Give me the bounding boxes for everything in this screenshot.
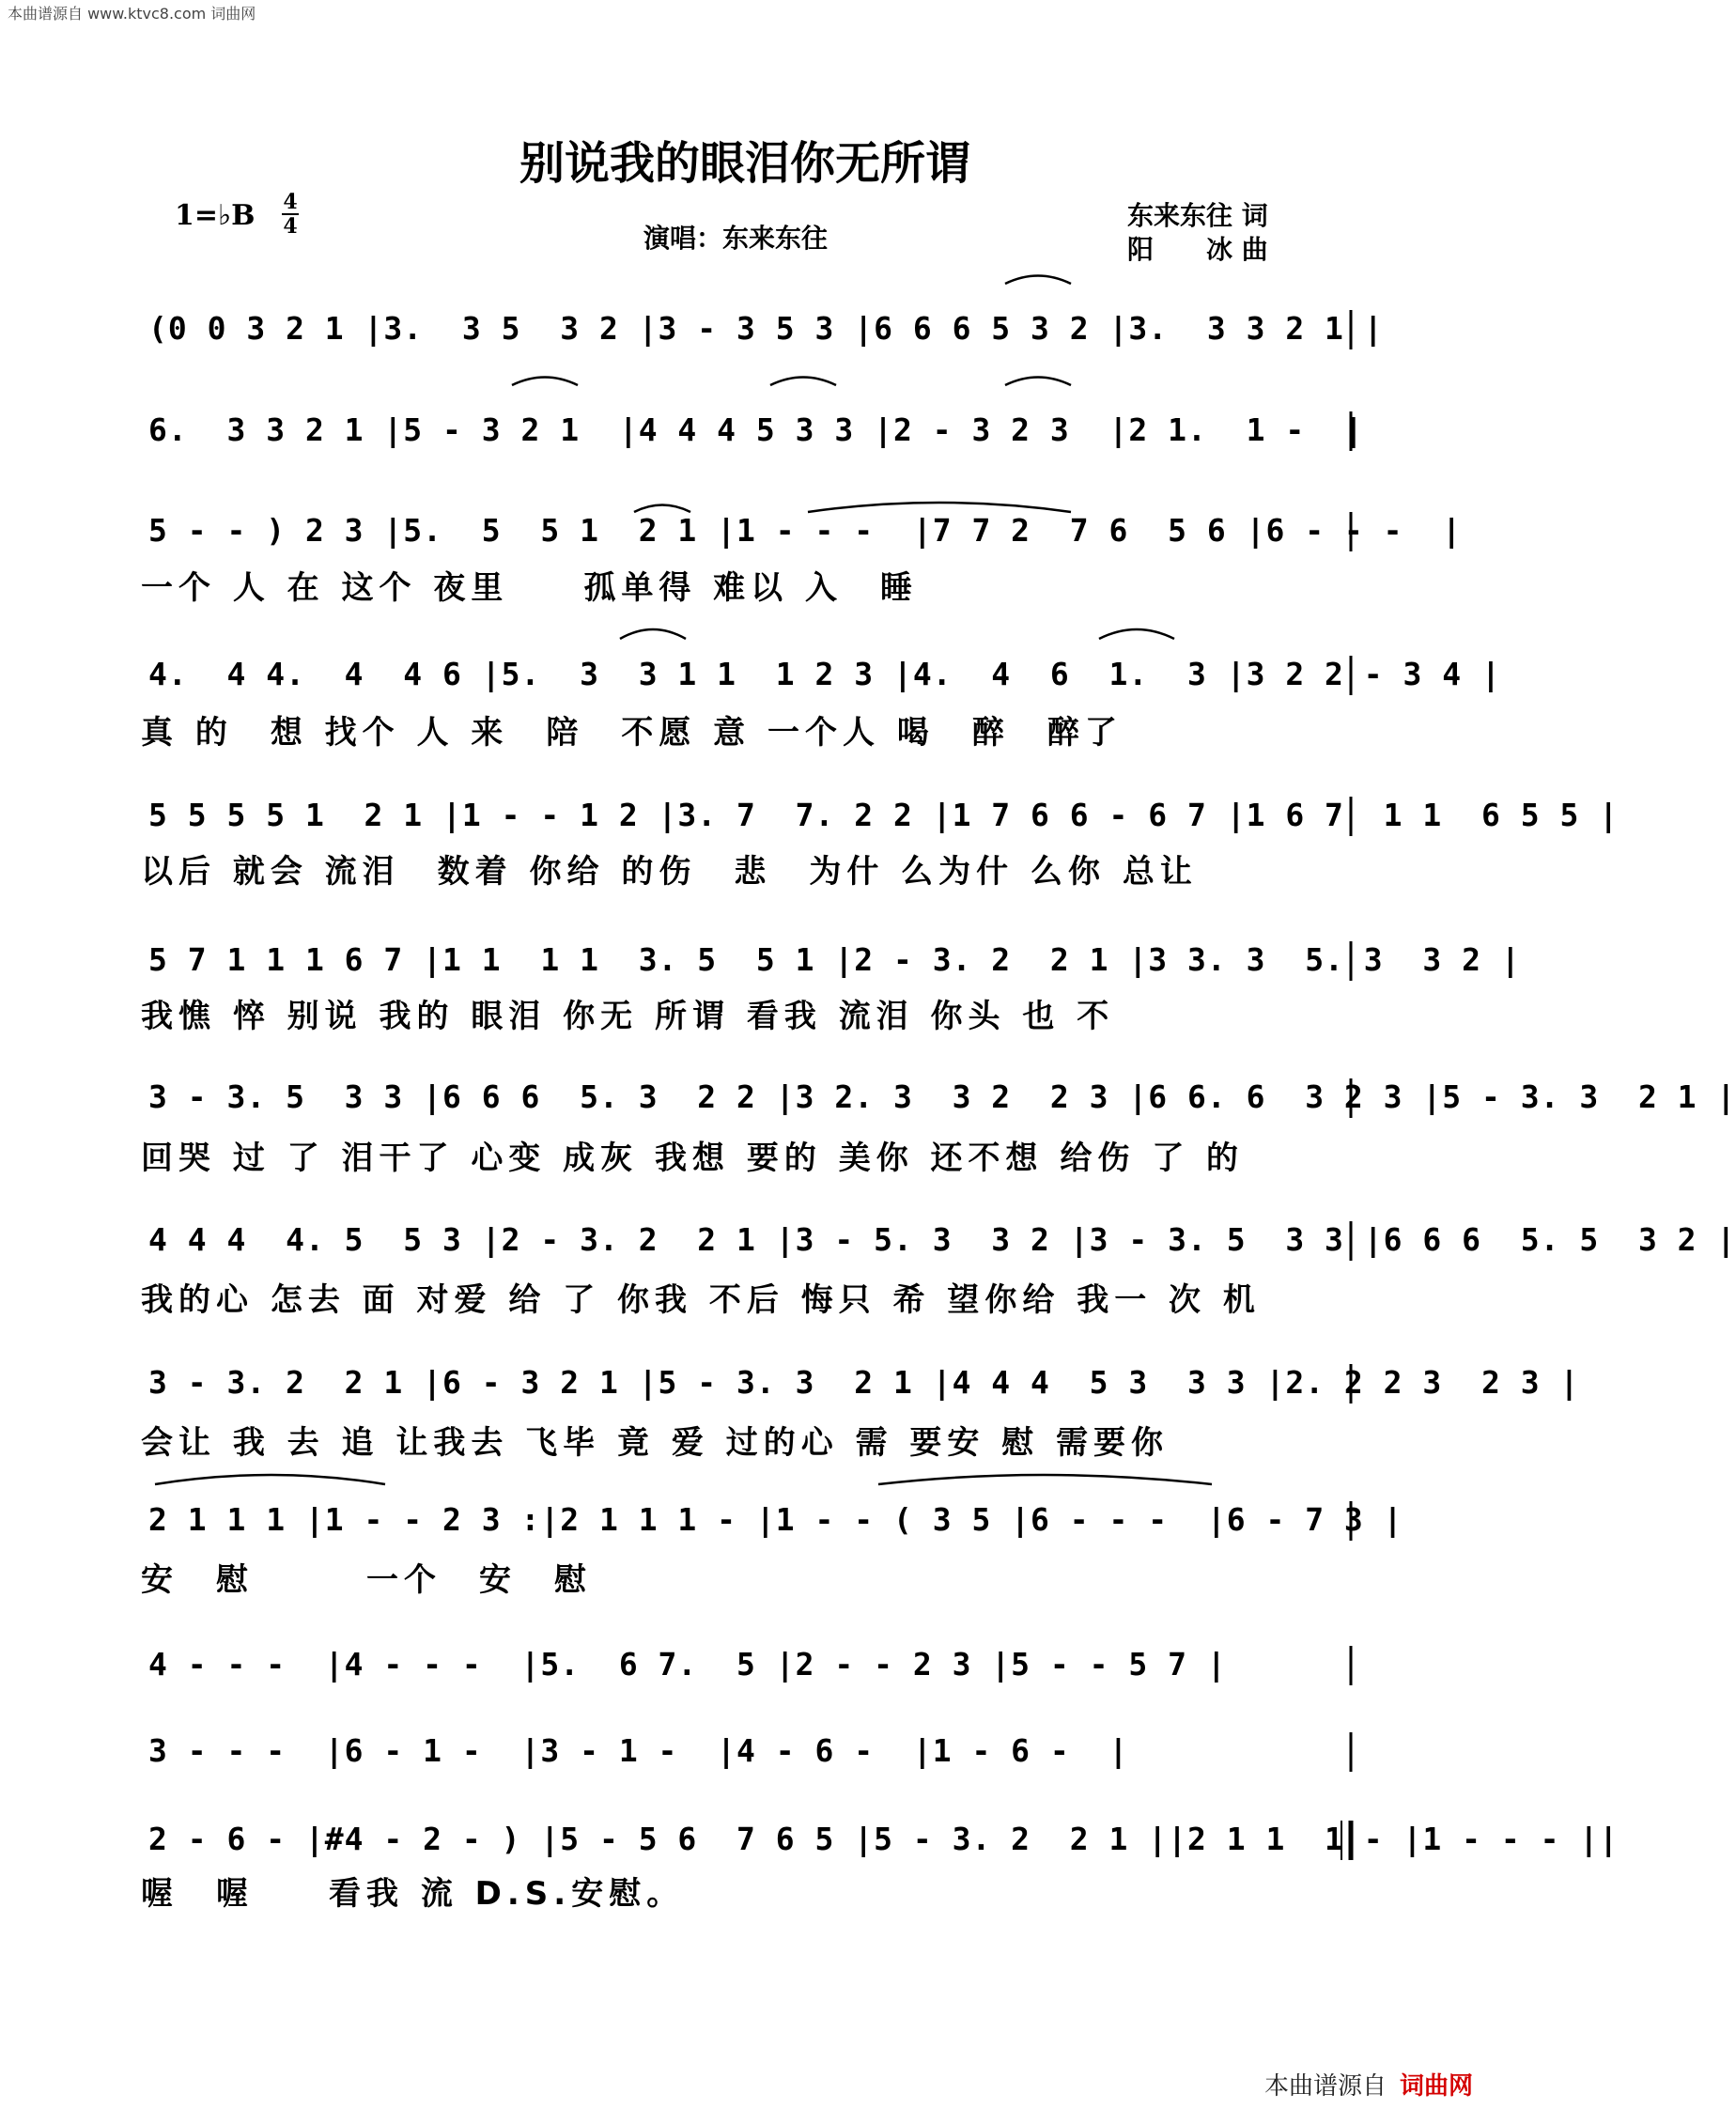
notation-row-8: 4 4 4 4. 5 5 3 |2 - 3. 2 2 1 |3 - 5. 3 3 2 |3 - 3. 5 3 3 |6 6 6 5. 5 3 2 |: [148, 1221, 1736, 1258]
bottom-watermark-site: 词曲网: [1399, 2072, 1473, 2101]
slur-triplet-3: [770, 378, 836, 386]
notation-row-9: 3 - 3. 2 2 1 |6 - 3 2 1 |5 - 3. 3 2 1 |4 4 4 5 3 3 3 |2. 2 2 3 2 3 |: [148, 1364, 1580, 1401]
singer-credit: 演唱：东来东往: [643, 223, 829, 254]
slur-group: [155, 276, 1212, 1485]
notation-row-6: 5 7 1 1 1 6 7 |1 1 1 1 3. 5 5 1 |2 - 3. 2 2 1 |3 3. 3 5. 3 3 2 |: [148, 941, 1521, 978]
slur-5: [155, 1475, 385, 1484]
notation-row-11: 4 - - - |4 - - - |5. 6 7. 5 |2 - - 2 3 |5 - - 5 7 |: [148, 1646, 1227, 1683]
bottom-watermark-text: 本曲谱源自: [1263, 2072, 1387, 2101]
lyric-row-13: 喔 喔 看我 流 D.S.安慰。: [141, 1875, 685, 1913]
time-signature-denominator: 4: [283, 214, 298, 239]
notation-row-4: 4. 4 4. 4 4 6 |5. 3 3 1 1 1 2 3 |4. 4 6 1. 3 |3 2 2 - 3 4 |: [148, 656, 1501, 692]
lyric-row-7: 回哭 过 了 泪干了 心变 成灰 我想 要的 美你 还不想 给伤 了 的: [141, 1140, 1245, 1177]
notation-row-2: 6. 3 3 2 1 |5 - 3 2 1 |4 4 4 5 3 3 |2 - 3 2 3 |2 1. 1 - |: [148, 411, 1364, 448]
song-title: 别说我的眼泪你无所谓: [519, 137, 970, 190]
slur-triplet-1: [1005, 276, 1071, 285]
lyric-row-3: 一个 人 在 这个 夜里 孤单得 难以 入 睡: [141, 569, 919, 607]
notation-row-3: 5 - - ) 2 3 |5. 5 5 1 2 1 |1 - - - |7 7 2 7 6 5 6 |6 - - - |: [148, 512, 1463, 549]
notation-row-13: 2 - 6 - |#4 - 2 - ) |5 - 5 6 7 6 5 |5 - 3. 2 2 1 ||2 1 1 1 - |1 - - - ||: [148, 1821, 1620, 1857]
slur-3: [620, 629, 686, 639]
composer-credit: 阳 冰 曲: [1127, 234, 1268, 265]
lyric-row-6: 我憔 悴 别说 我的 眼泪 你无 所谓 看我 流泪 你头 也 不: [141, 998, 1115, 1035]
final-barline: [1341, 1821, 1351, 1860]
notation-row-1: (0 0 3 2 1 |3. 3 5 3 2 |3 - 3 5 3 |6 6 6 5 3 2 |3. 3 3 2 1 |: [148, 310, 1384, 347]
slur-triplet-4: [1005, 378, 1071, 386]
slur-2: [808, 503, 1071, 512]
slur-4: [1099, 629, 1174, 639]
notation-row-7: 3 - 3. 5 3 3 |6 6 6 5. 3 2 2 |3 2. 3 3 2 2 3 |6 6. 6 3 2 3 |5 - 3. 3 2 1 |: [148, 1078, 1736, 1115]
lyricist-credit: 东来东往 词: [1127, 200, 1268, 231]
slur-6: [878, 1475, 1212, 1484]
lyric-row-10: 安 慰 一个 安 慰: [141, 1561, 592, 1599]
lyric-row-5: 以后 就会 流泪 数着 你给 的伤 悲 为什 么为什 么你 总让: [141, 853, 1198, 891]
lyric-row-8: 我的心 怎去 面 对爱 给 了 你我 不后 悔只 希 望你给 我一 次 机: [141, 1281, 1261, 1319]
lyric-row-4: 真 的 想 找个 人 来 陪 不愿 意 一个人 喝 醉 醉了: [141, 714, 1123, 752]
notation-row-10: 2 1 1 1 |1 - - 2 3 :|2 1 1 1 - |1 - - ( 3 5 |6 - - - |6 - 7 3 |: [148, 1501, 1403, 1538]
slur-triplet-2: [512, 378, 578, 386]
notation-row-5: 5 5 5 5 1 2 1 |1 - - 1 2 |3. 7 7. 2 2 |1 7 6 6 - 6 7 |1 6 7 1 1 6 5 5 |: [148, 797, 1620, 833]
slur-1: [634, 505, 690, 513]
bottom-watermark: [1264, 2067, 1473, 2101]
time-signature-numerator: 4: [283, 190, 298, 214]
lyric-row-9: 会让 我 去 追 让我去 飞毕 竟 爱 过的心 需 要安 慰 需要你: [141, 1424, 1170, 1462]
notation-row-12: 3 - - - |6 - 1 - |3 - 1 - |4 - 6 - |1 - 6 - |: [148, 1732, 1129, 1769]
top-watermark: 本曲谱源自 www.ktvc8.com 词曲网: [8, 5, 256, 23]
key-signature: 1=♭B: [175, 199, 256, 232]
